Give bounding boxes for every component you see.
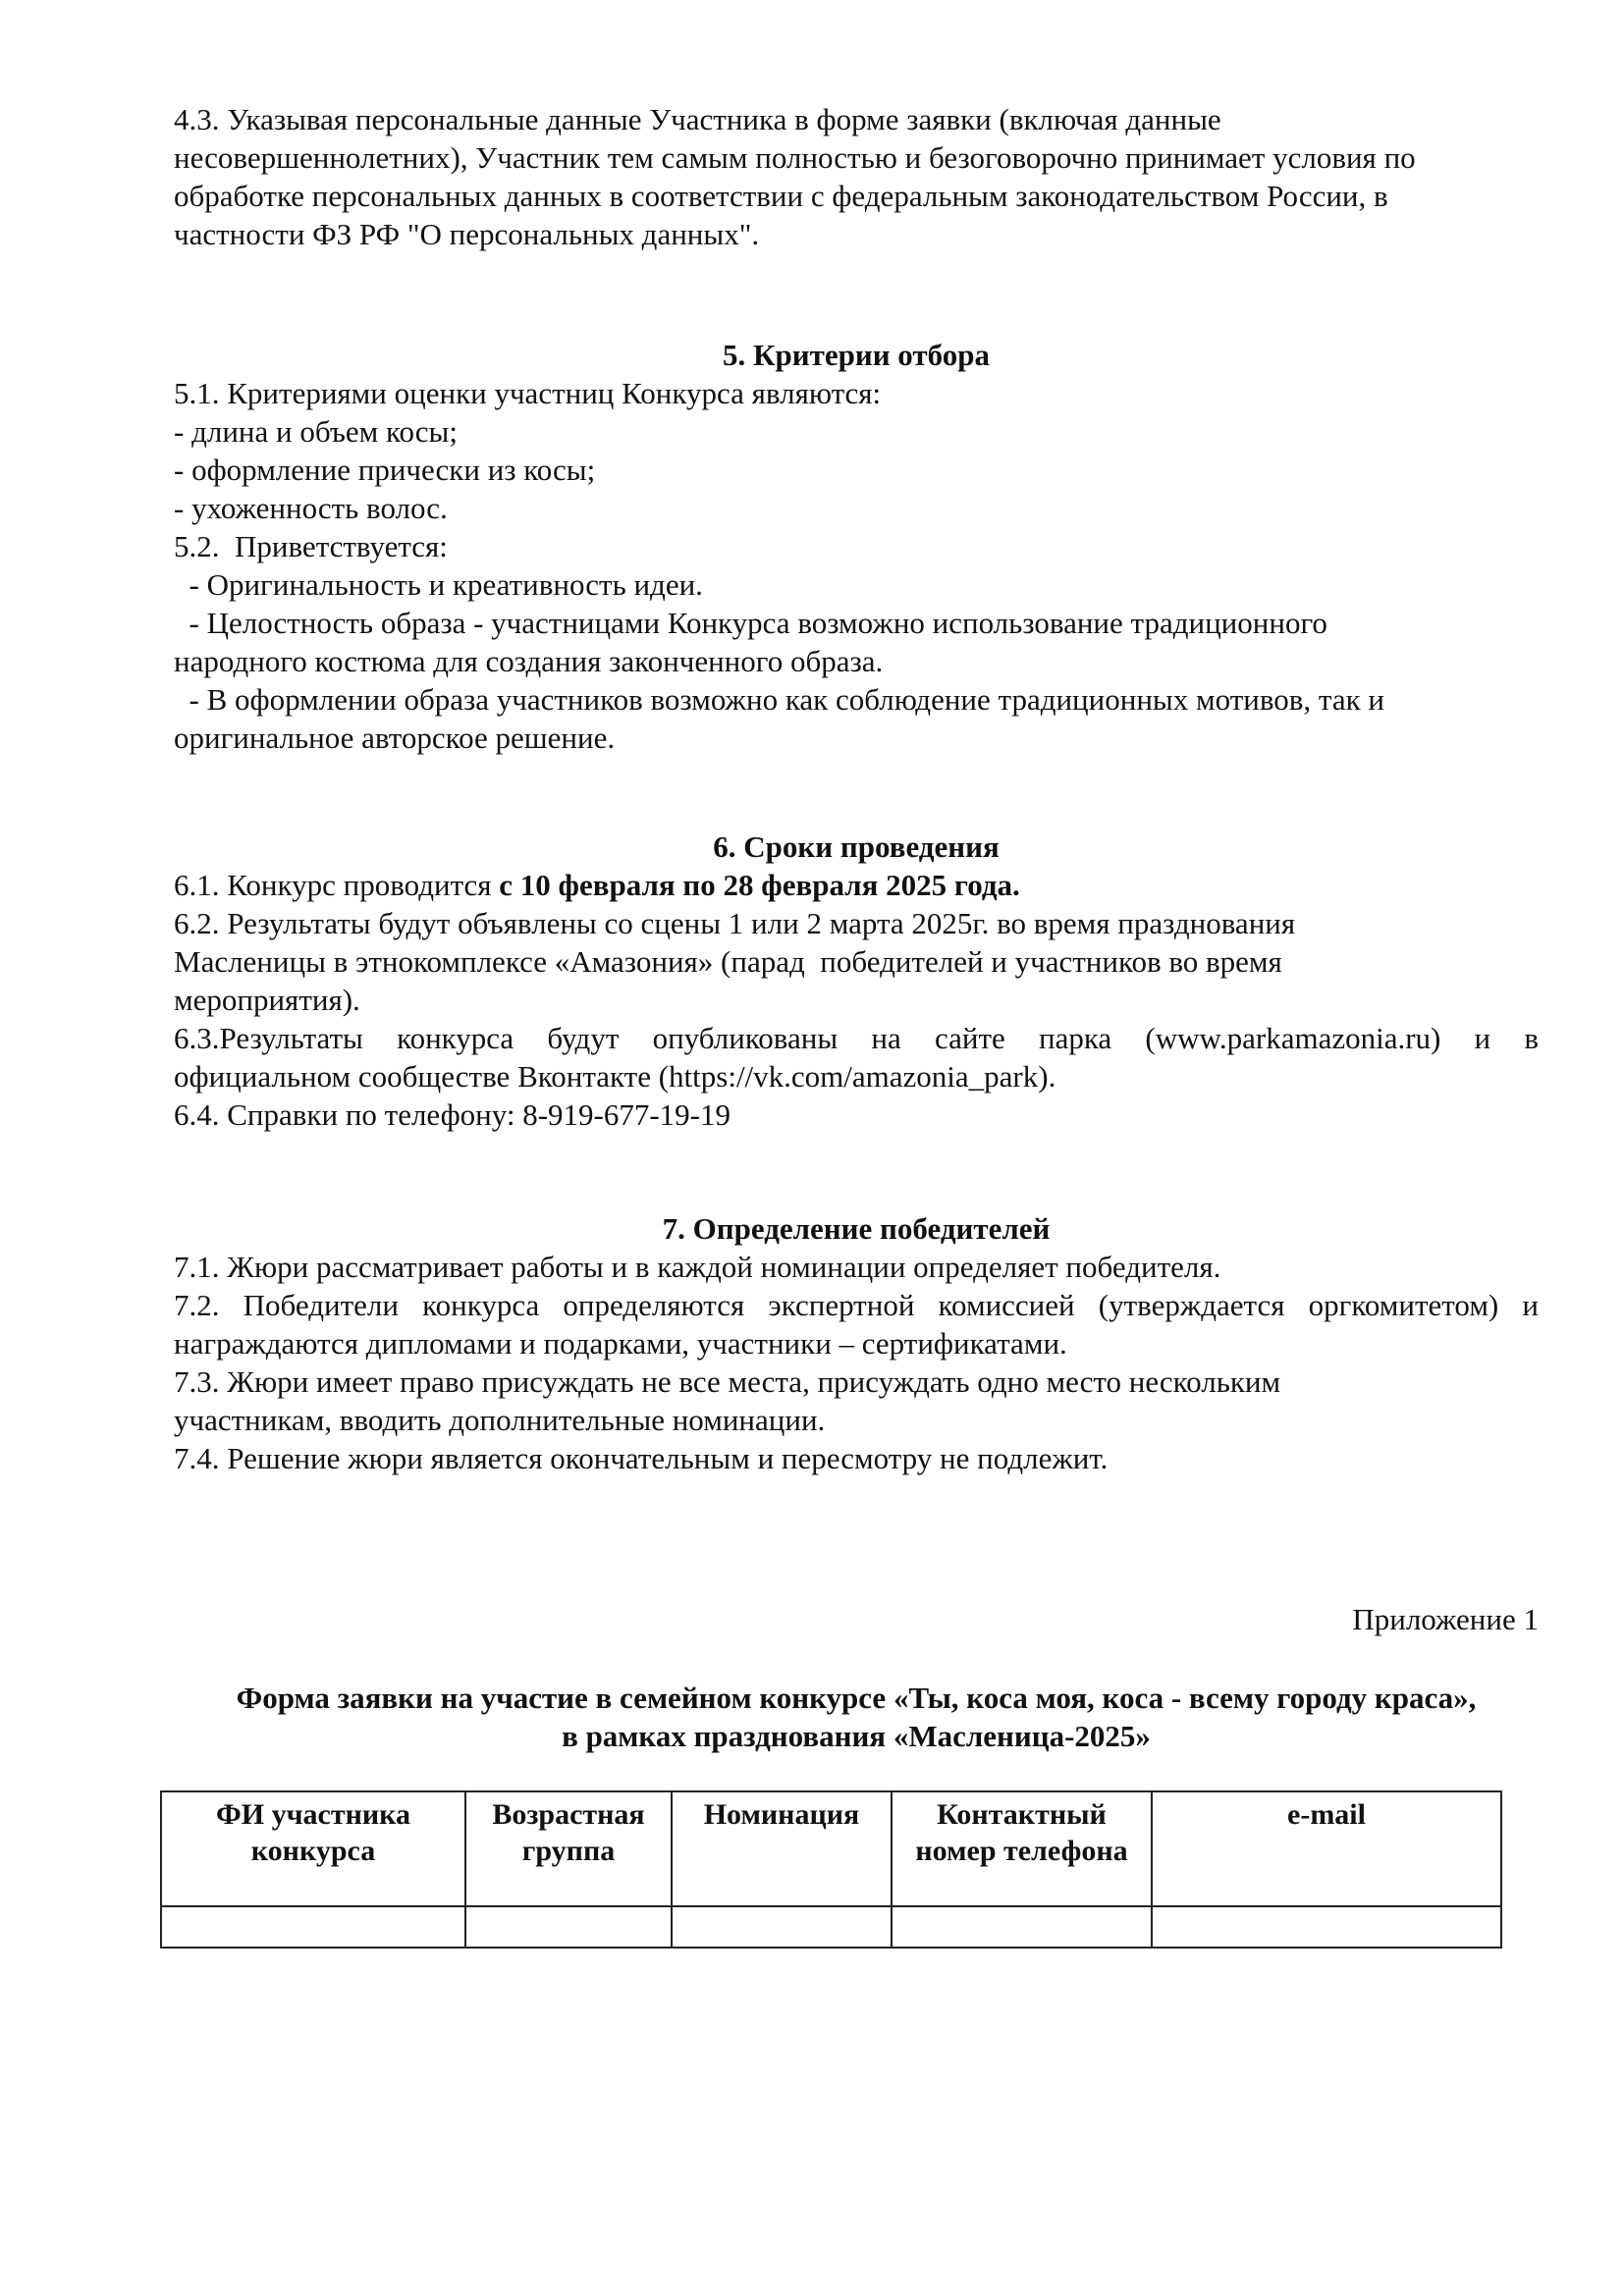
- section-heading: 5. Критерии отбора: [723, 338, 990, 372]
- section-heading: 7. Определение победителей: [662, 1211, 1051, 1246]
- text-line: народного костюма для создания законченного образа.: [174, 644, 884, 678]
- table-cell[interactable]: [161, 1906, 465, 1948]
- column-header: ФИ участника конкурса: [161, 1791, 465, 1906]
- text-line: частности ФЗ РФ "О персональных данных".: [174, 217, 760, 251]
- text-line: официальном сообществе Вконтакте (https://vk.com/amazonia_park).: [174, 1059, 1056, 1094]
- text-line: 6.3.Результаты конкурса будут опубликованы на сайте парка (www.parkamazonia.ru) и в: [174, 1021, 1539, 1055]
- text-line: несовершеннолетних), Участник тем самым полностью и безоговорочно принимает условия по: [174, 140, 1416, 175]
- column-header: Контактный номер телефона: [892, 1791, 1152, 1906]
- form-title-line-2: в рамках празднования «Масленица-2025»: [562, 1719, 1151, 1753]
- text-line: мероприятия).: [174, 983, 360, 1017]
- section-heading: 6. Сроки проведения: [713, 829, 1000, 864]
- text-line: - В оформлении образа участников возможно как соблюдение традиционных мотивов, так и: [174, 682, 1384, 717]
- text-line: 6.2. Результаты будут объявлены со сцены 1 или 2 марта 2025г. во время празднования: [174, 906, 1296, 940]
- text-line: [174, 866, 1539, 904]
- text-line: награждаются дипломами и подарками, участники – сертификатами.: [174, 1326, 1067, 1361]
- text-line: Масленицы в этнокомплексе «Амазония» (парад победителей и участников во время: [174, 944, 1282, 979]
- section-4-3: [174, 100, 1539, 253]
- text-line: 7.1. Жюри рассматривает работы и в каждой номинации определяет победителя.: [174, 1250, 1221, 1284]
- text-line: 6.4. Справки по телефону: 8-919-677-19-19: [174, 1097, 731, 1132]
- section-6: [174, 828, 1539, 1134]
- section-7: [174, 1209, 1539, 1477]
- appendix-label: Приложение 1: [1352, 1602, 1539, 1636]
- text-line: - оформление прически из косы;: [174, 453, 596, 487]
- section-5: [174, 336, 1539, 757]
- text-span: 6.1. Конкурс проводится: [174, 868, 500, 902]
- table-cell[interactable]: [1152, 1906, 1501, 1948]
- text-line: - длина и объем косы;: [174, 414, 458, 449]
- text-line: обработке персональных данных в соответствии с федеральным законодательством России, в: [174, 179, 1388, 213]
- table-cell[interactable]: [465, 1906, 672, 1948]
- column-header: Номинация: [672, 1791, 892, 1906]
- column-header: Возрастная группа: [465, 1791, 672, 1906]
- text-line: - Оригинальность и креативность идеи.: [174, 567, 703, 602]
- table-cell[interactable]: [672, 1906, 892, 1948]
- table-header-row: [161, 1791, 1501, 1906]
- appendix: [174, 1600, 1539, 1755]
- text-line: 7.4. Решение жюри является окончательным и пересмотру не подлежит.: [174, 1441, 1109, 1475]
- text-line: 5.1. Критериями оценки участниц Конкурса являются:: [174, 376, 882, 410]
- text-line: 7.3. Жюри имеет право присуждать не все места, присуждать одно место нескольким: [174, 1364, 1281, 1399]
- text-line: участникам, вводить дополнительные номинации.: [174, 1403, 826, 1437]
- form-title-line-1: Форма заявки на участие в семейном конкурсе «Ты, коса моя, коса - всему городу краса»,: [236, 1681, 1477, 1715]
- text-line: оригинальное авторское решение.: [174, 721, 616, 755]
- column-header: e-mail: [1152, 1791, 1501, 1906]
- text-line: 5.2. Приветствуется:: [174, 529, 448, 563]
- text-line: - Целостность образа - участницами Конкурса возможно использование традиционного: [174, 606, 1327, 640]
- text-line: 7.2. Победители конкурса определяются экспертной комиссией (утверждается оргкомитетом) и: [174, 1288, 1539, 1322]
- application-form-table: [160, 1790, 1502, 1949]
- text-line: 4.3. Указывая персональные данные Участника в форме заявки (включая данные: [174, 102, 1221, 136]
- table-cell[interactable]: [892, 1906, 1152, 1948]
- dates-bold: с 10 февраля по 28 февраля 2025 года.: [499, 868, 1020, 902]
- table-row: [161, 1906, 1501, 1948]
- text-line: - ухоженность волос.: [174, 491, 448, 525]
